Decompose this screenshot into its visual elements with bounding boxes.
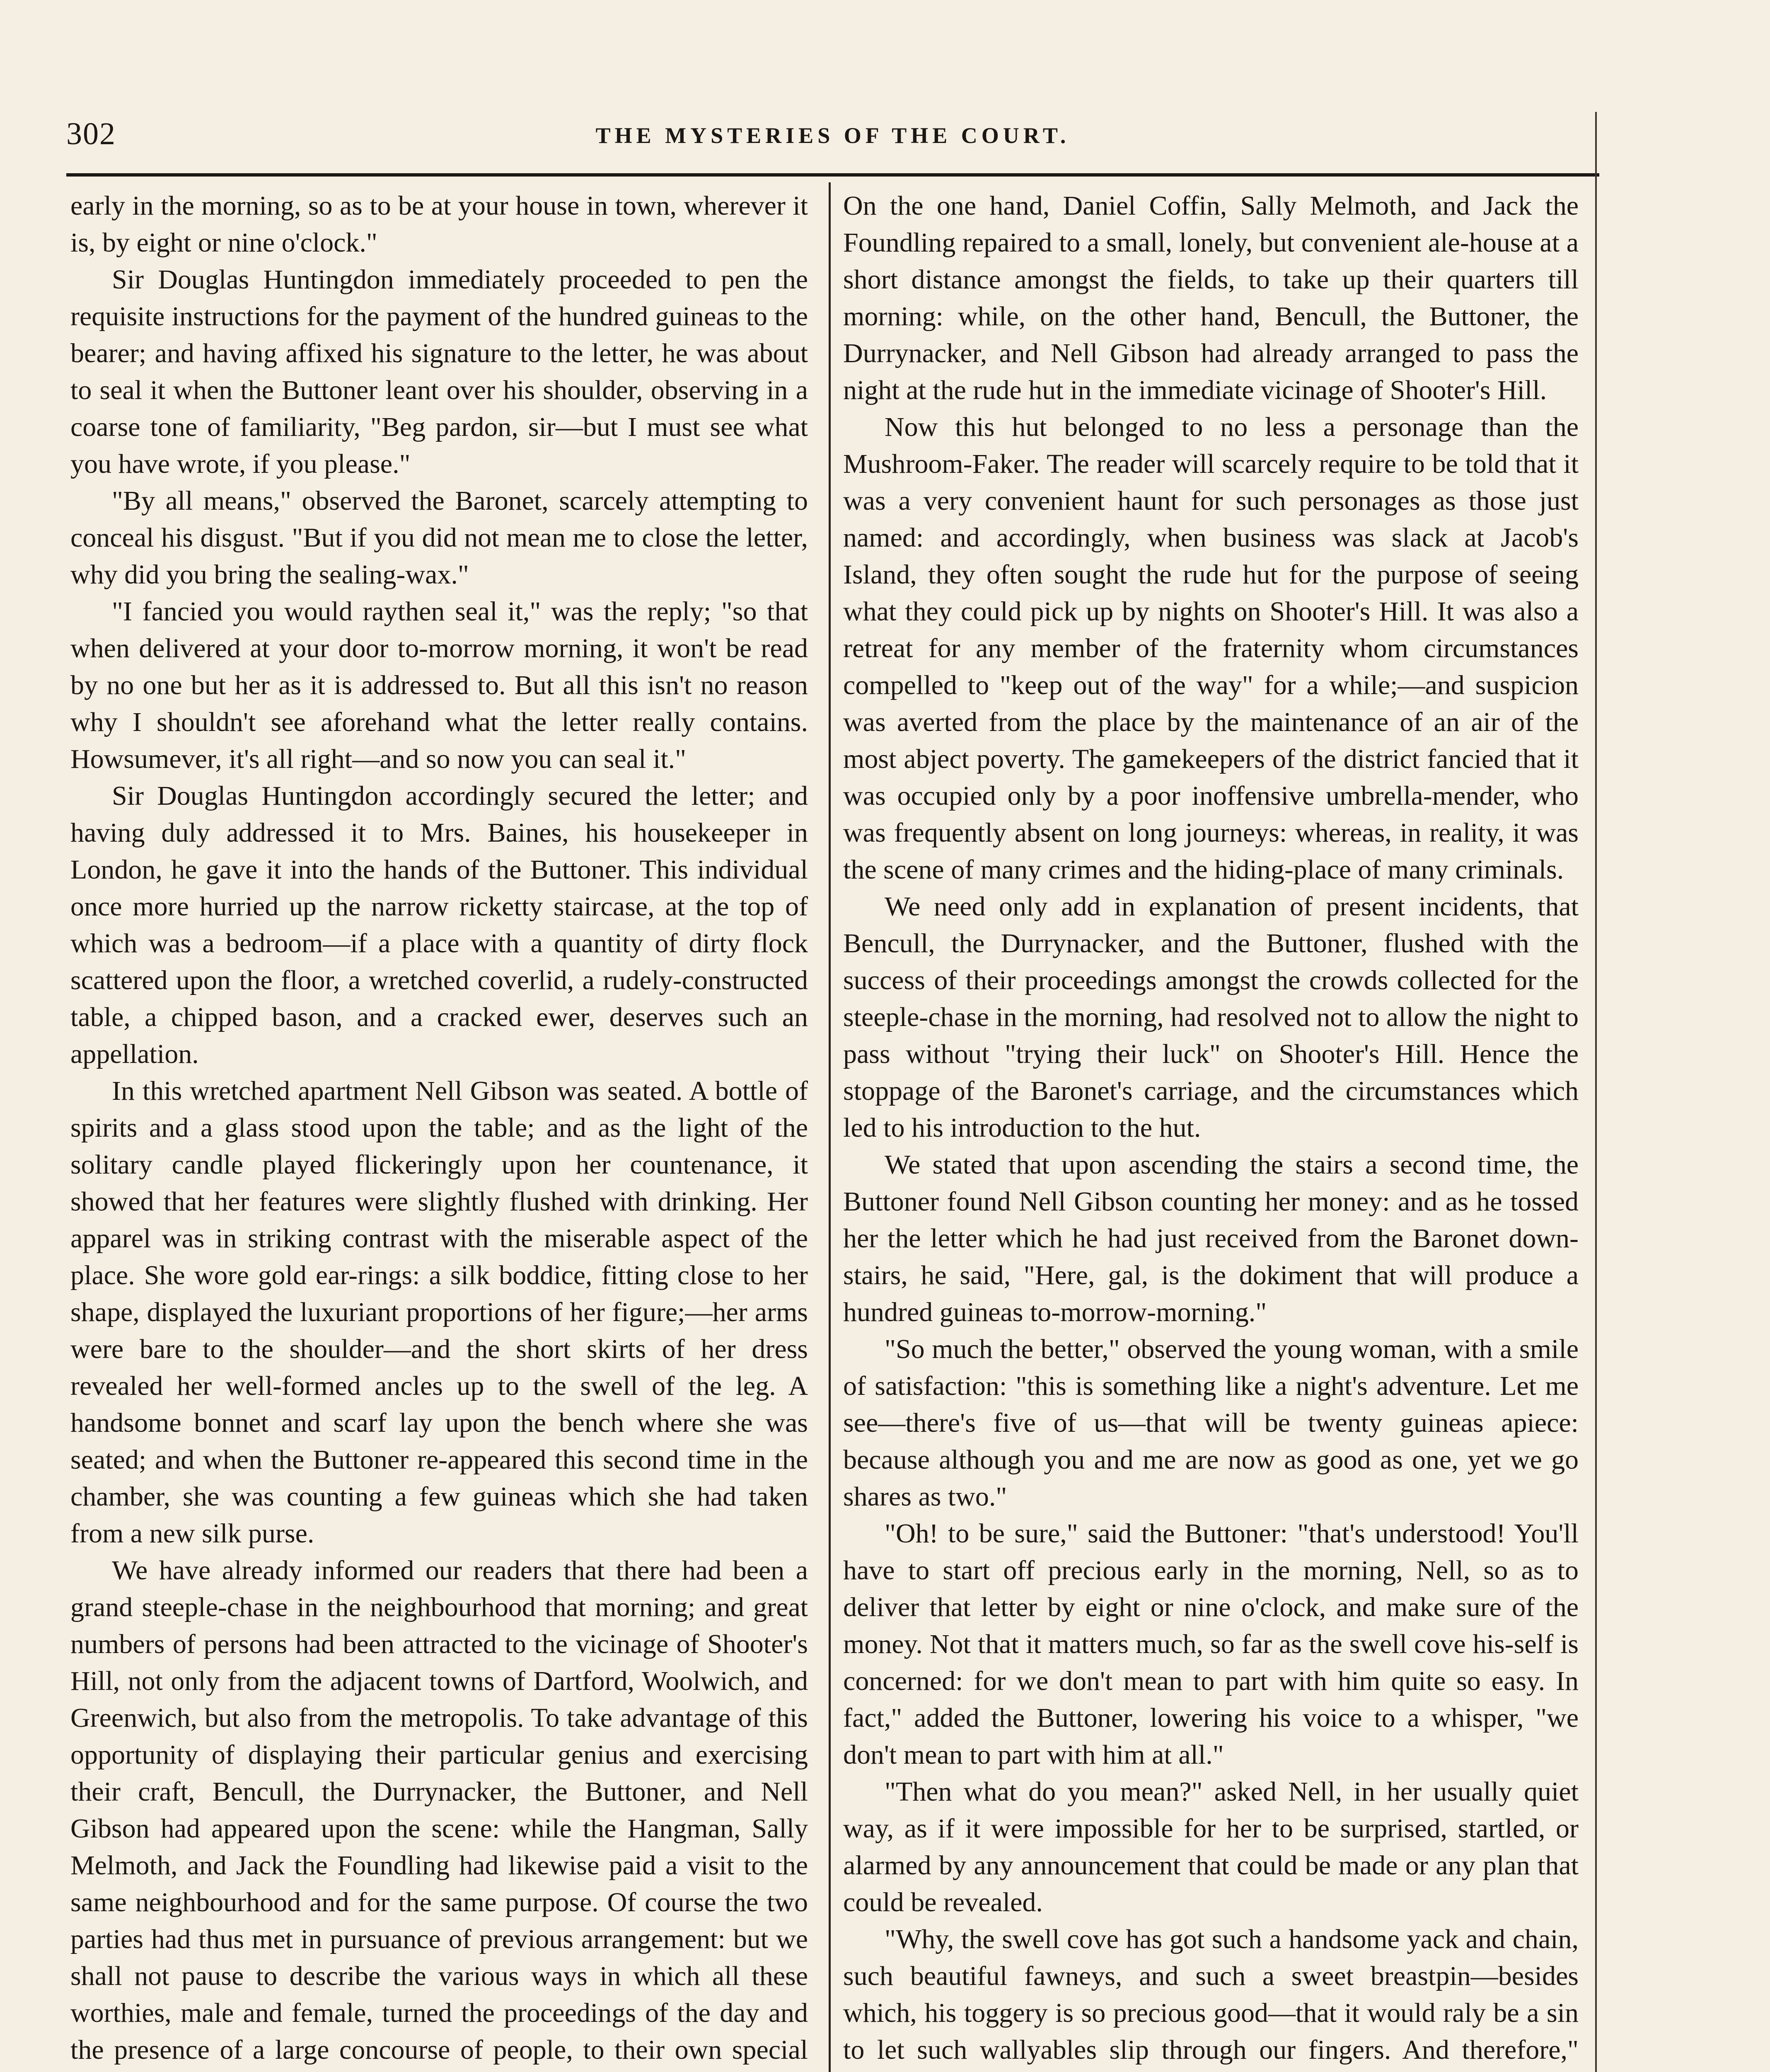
paragraph: "Why, the swell cove has got such a handsome yack and chain, such beautiful fawneys, and such a sweet breastpin—besides which, his toggery is so precious good—that it would raly be a sin to let such wallyables slip through our fingers. And therefore,"	[843, 1924, 1579, 2065]
page-header	[66, 112, 1599, 170]
column-divider	[829, 182, 831, 2072]
header-rule	[66, 173, 1599, 177]
right-column	[843, 187, 1579, 2072]
paragraph: "By all means," observed the Baronet, scarcely attempting to conceal his disgust. "But if you did not mean me to close the letter, why did you bring the sealing-wax."	[70, 486, 808, 590]
paragraph: Now this hut belonged to no less a personage than the Mushroom-Faker. The reader will scarcely require to be told that it was a very convenient haunt for such personages as those just named: and accordingly, when business was slack at Jacob's Island, they often sought the rude hut for the purpose of seeing what they could pick up by nights on Shooter's Hill. It was also a retreat for any member of the fraternity whom circumstances compelled to "keep out of the way" for a while;—and suspicion was averted from the place by the maintenance of an air of the most abject poverty. The gamekeepers of the district fancied that it was occupied only by a poor inoffensive umbrella-mender, who was frequently absent on long journeys: whereas, in reality, it was the scene of many crimes and the hiding-place of many criminals.	[843, 412, 1579, 885]
left-column	[70, 187, 808, 2072]
paragraph: "Oh! to be sure," said the Buttoner: "that's understood! You'll have to start off precious early in the morning, Nell, so as to deliver that letter by eight or nine o'clock, and make sure of the money. Not that it matters much, so far as the swell cove his-self is concerned: for we don't mean to part with him quite so easy. In fact," added the Buttoner, lowering his voice to a whisper, "we don't mean to part with him at all."	[843, 1518, 1579, 1770]
paragraph: We stated that upon ascending the stairs a second time, the Buttoner found Nell Gibson counting her money: and as he tossed her the letter which he had just received from the Baronet down-stairs, he said, "Here, gal, is the dokiment that will produce a hundred guineas to-morrow-morning."	[843, 1150, 1579, 1327]
paragraph: On the one hand, Daniel Coffin, Sally Melmoth, and Jack the Foundling repaired to a small, lonely, but convenient ale-house at a short distance amongst the fields, to take up their quarters till morning: while, on the other hand, Bencull, the Buttoner, the Durrynacker, and Nell Gibson had already arranged to pass the night at the rude hut in the immediate vicinage of Shooter's Hill.	[843, 191, 1579, 405]
paragraph: "Then what do you mean?" asked Nell, in her usually quiet way, as if it were impossible for her to be surprised, startled, or alarmed by any announcement that could be made or any plan that could be revealed.	[843, 1777, 1579, 1917]
paragraph: We have already informed our readers that there had been a grand steeple-chase in the neighbourhood that morning; and great numbers of persons had been attracted to the vicinage of Shooter's Hill, not only from the adjacent towns of Dartford, Woolwich, and Greenwich, but also from the metropolis. To take advantage of this opportunity of displaying their particular genius and exercising their craft, Bencull, the Durrynacker, the Buttoner, and Nell Gibson had appeared upon the scene: while the Hangman, Sally Melmoth, and Jack the Foundling had likewise paid a visit to the same neighbourhood and for the same purpose. Of course the two parties had thus met in pursuance of previous arrangement: but we shall not pause to describe the various ways in which all these worthies, male and female, turned the proceedings of the day and the presence of a large concourse of people, to their own special	[70, 1555, 808, 2065]
page-number: 302	[66, 116, 116, 151]
paragraph: "I fancied you would raythen seal it," was the reply; "so that when delivered at your door to-morrow morning, it won't be read by no one but her as it is addressed to. But all this isn't no reason why I shouldn't see aforehand what the letter really contains. Howsumever, it's all right—and so now you can seal it."	[70, 596, 808, 774]
paragraph: We need only add in explanation of present incidents, that Bencull, the Durrynacker, and the Buttoner, flushed with the success of their proceedings amongst the crowds collected for the steeple-chase in the morning, had resolved not to allow the night to pass without "trying their luck" on Shooter's Hill. Hence the stoppage of the Baronet's carriage, and the circumstances which led to his introduction to the hut.	[843, 891, 1579, 1143]
running-title: THE MYSTERIES OF THE COURT.	[595, 123, 1070, 148]
paragraph: early in the morning, so as to be at your house in town, wherever it is, by eight or nine o'clock."	[70, 191, 808, 258]
paragraph: Sir Douglas Huntingdon immediately proceeded to pen the requisite instructions for the payment of the hundred guineas to the bearer; and having affixed his signature to the letter, he was about to seal it when the Buttoner leant over his shoulder, observing in a coarse tone of familiarity, "Beg pardon, sir—but I must see what you have wrote, if you please."	[70, 264, 808, 479]
paragraph: Sir Douglas Huntingdon accordingly secured the letter; and having duly addressed it to Mrs. Baines, his housekeeper in London, he gave it into the hands of the Buttoner. This individual once more hurried up the narrow ricketty staircase, at the top of which was a bedroom—if a place with a quantity of dirty flock scattered upon the floor, a wretched coverlid, a rudely-constructed table, a chipped bason, and a cracked ewer, deserves such an appellation.	[70, 781, 808, 1069]
paragraph: "So much the better," observed the young woman, with a smile of satisfaction: "this is something like a night's adventure. Let me see—there's five of us—that will be twenty guineas apiece: because although you and me are now as good as one, yet we go shares as two."	[843, 1334, 1579, 1512]
page-frame-right	[1595, 112, 1597, 2072]
paragraph: In this wretched apartment Nell Gibson was seated. A bottle of spirits and a glass stood upon the table; and as the light of the solitary candle played flickeringly upon her countenance, it showed that her features were slightly flushed with drinking. Her apparel was in striking contrast with the miserable aspect of the place. She wore gold ear-rings: a silk boddice, fitting close to her shape, displayed the luxuriant proportions of her figure;—her arms were bare to the shoulder—and the short skirts of her dress revealed her well-formed ancles up to the swell of the leg. A handsome bonnet and scarf lay upon the bench where she was seated; and when the Buttoner re-appeared this second time in the chamber, she was counting a few guineas which she had taken from a new silk purse.	[70, 1076, 808, 1549]
